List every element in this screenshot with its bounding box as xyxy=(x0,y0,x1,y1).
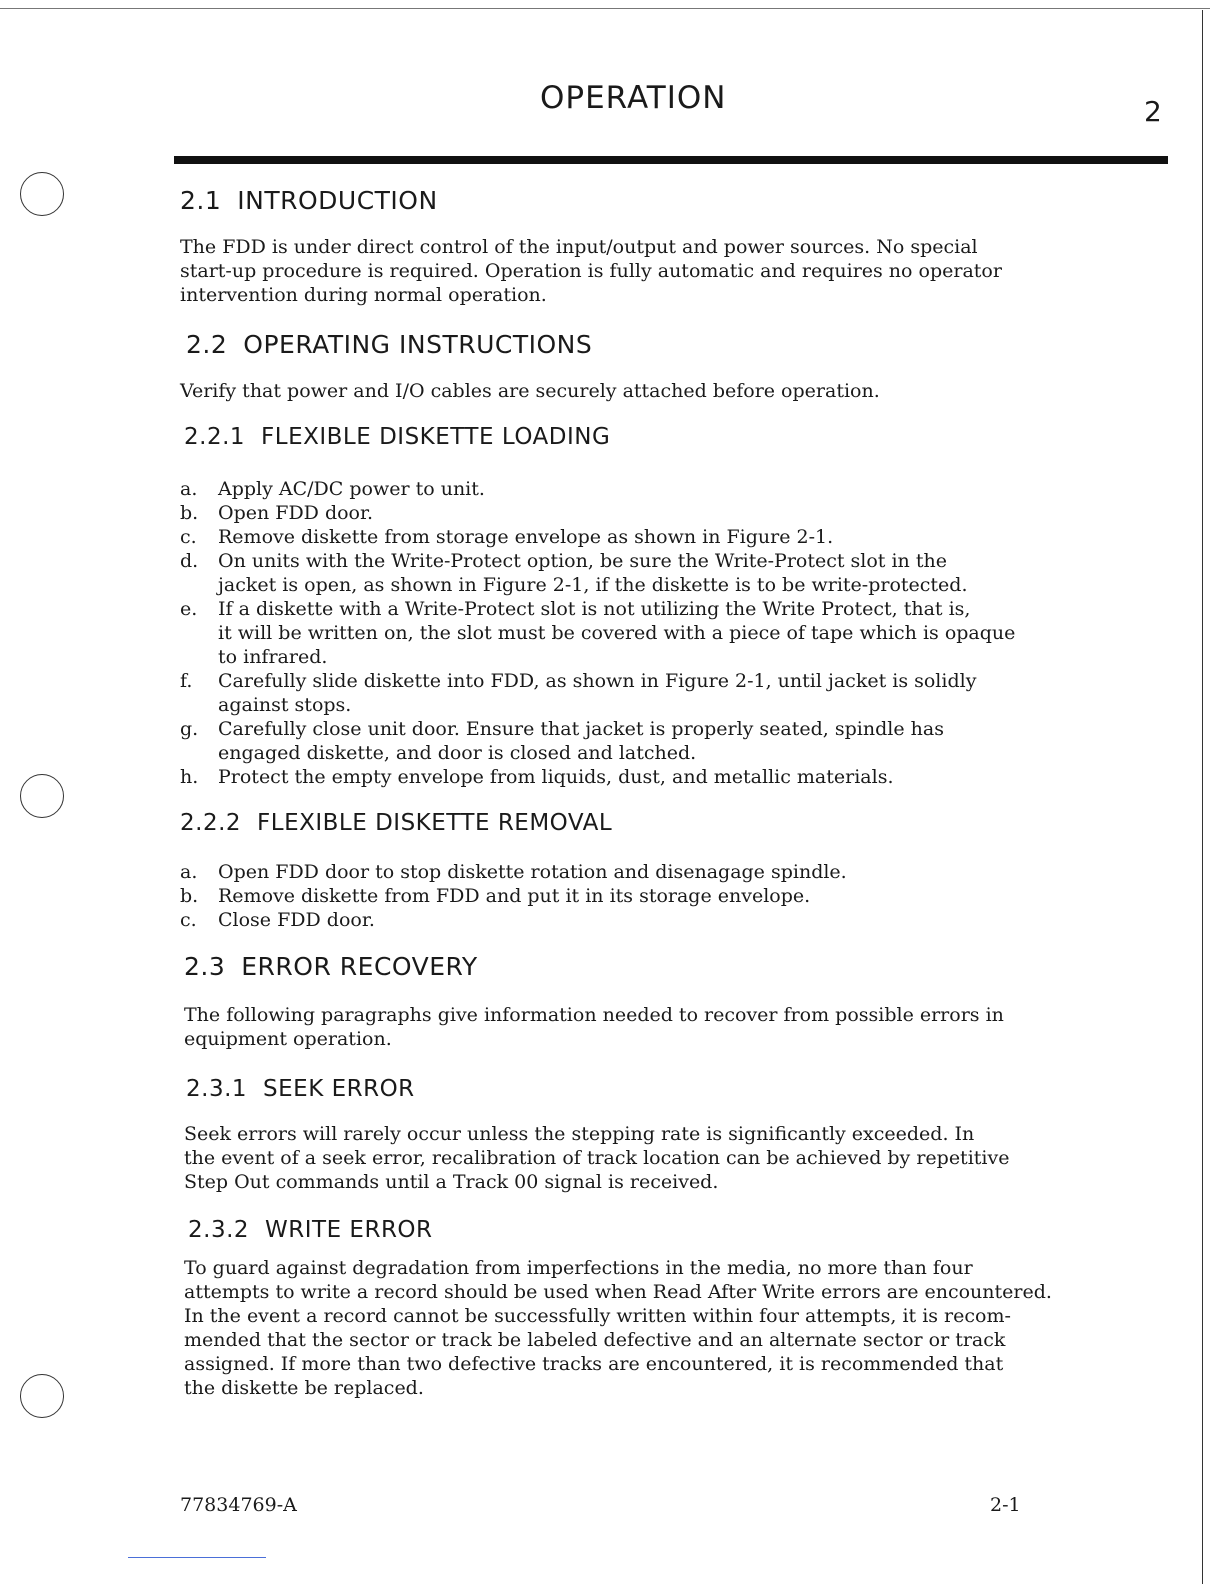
section-number: 2.1 xyxy=(180,186,222,215)
section-heading-2-2 xyxy=(186,330,592,359)
item-text: Remove diskette from storage envelope as shown in Figure 2-1. xyxy=(218,526,834,548)
write-error-paragraph: To guard against degradation from imperfections in the media, no more than four attempts to write a record should be used when Read After Write errors are encountered. In the event a record cannot be successfully written within four attempts, it is recom- mended that the sector or track be labeled defective and an alternate sector or track assigned. If more than two defective tracks are encountered, it is recommended that the diskette be replaced. xyxy=(184,1257,1052,1399)
chapter-number: 2 xyxy=(1144,95,1162,128)
list-item xyxy=(180,669,1015,717)
section-title: OPERATING INSTRUCTIONS xyxy=(243,330,593,359)
seek-error-paragraph: Seek errors will rarely occur unless the stepping rate is significantly exceeded. In the event of a seek error, recalibration of track location can be achieved by repetitive Step Out commands until a Track 00 signal is received. xyxy=(184,1123,1010,1193)
list-item xyxy=(180,501,1015,525)
item-text: If a diskette with a Write-Protect slot is not utilizing the Write Protect, that is, it will be written on, the slot must be covered with a piece of tape which is opaque to infrared. xyxy=(218,598,1016,668)
section-heading-2-3-1 xyxy=(186,1076,415,1102)
section-title: SEEK ERROR xyxy=(263,1076,415,1102)
loading-steps-list xyxy=(180,477,1015,789)
item-letter: f. xyxy=(180,670,193,692)
item-letter: a. xyxy=(180,861,198,883)
header-bar xyxy=(174,156,1168,164)
item-letter: a. xyxy=(180,478,198,500)
item-text: Apply AC/DC power to unit. xyxy=(218,478,485,500)
item-letter: d. xyxy=(180,550,199,572)
document-number: 77834769-A xyxy=(180,1494,297,1516)
list-item xyxy=(180,597,1015,669)
right-page-edge xyxy=(1202,10,1203,1584)
item-letter: g. xyxy=(180,718,199,740)
section-number: 2.2 xyxy=(186,330,228,359)
section-heading-2-2-1 xyxy=(184,424,610,450)
intro-paragraph: The FDD is under direct control of the input/output and power sources. No special start-up procedure is required. Operation is fully automatic and requires no operator intervention during normal operation. xyxy=(180,236,1002,306)
section-number: 2.2.2 xyxy=(180,810,242,836)
item-letter: b. xyxy=(180,502,199,524)
item-text: Close FDD door. xyxy=(218,909,375,931)
item-letter: e. xyxy=(180,598,198,620)
section-heading-2-2-2 xyxy=(180,810,612,836)
section-number: 2.3.2 xyxy=(188,1217,250,1243)
item-letter: h. xyxy=(180,766,199,788)
item-text: Open FDD door to stop diskette rotation and disenagage spindle. xyxy=(218,861,847,883)
removal-steps-list xyxy=(180,860,847,932)
section-heading-2-3 xyxy=(184,952,478,981)
section-title: INTRODUCTION xyxy=(237,186,438,215)
binder-hole-top xyxy=(20,172,64,216)
error-recovery-paragraph: The following paragraphs give information needed to recover from possible errors in equipment operation. xyxy=(184,1004,1004,1050)
section-number: 2.3 xyxy=(184,952,226,981)
item-text: Carefully slide diskette into FDD, as shown in Figure 2-1, until jacket is solidly against stops. xyxy=(218,670,977,716)
list-item xyxy=(180,908,847,932)
section-heading-2-3-2 xyxy=(188,1217,433,1243)
list-item xyxy=(180,765,1015,789)
page-title: OPERATION xyxy=(540,80,727,116)
section-number: 2.3.1 xyxy=(186,1076,248,1102)
item-letter: c. xyxy=(180,526,197,548)
item-text: Carefully close unit door. Ensure that jacket is properly seated, spindle has engaged diskette, and door is closed and latched. xyxy=(218,718,944,764)
list-item xyxy=(180,525,1015,549)
item-text: Remove diskette from FDD and put it in its storage envelope. xyxy=(218,885,811,907)
list-item xyxy=(180,717,1015,765)
list-item xyxy=(180,860,847,884)
binder-hole-middle xyxy=(20,774,64,818)
list-item xyxy=(180,477,1015,501)
binder-hole-bottom xyxy=(20,1374,64,1418)
bottom-scan-mark xyxy=(128,1557,266,1558)
item-text: Open FDD door. xyxy=(218,502,374,524)
operating-instructions-paragraph: Verify that power and I/O cables are securely attached before operation. xyxy=(180,380,880,402)
top-scan-rule xyxy=(0,8,1210,9)
section-title: FLEXIBLE DISKETTE REMOVAL xyxy=(257,810,613,836)
item-letter: b. xyxy=(180,885,199,907)
section-number: 2.2.1 xyxy=(184,424,246,450)
list-item xyxy=(180,884,847,908)
item-text: On units with the Write-Protect option, be sure the Write-Protect slot in the jacket is open, as shown in Figure 2-1, if the diskette is to be write-protected. xyxy=(218,550,968,596)
page-number: 2-1 xyxy=(990,1494,1021,1516)
section-title: WRITE ERROR xyxy=(265,1217,433,1243)
list-item xyxy=(180,549,1015,597)
section-title: ERROR RECOVERY xyxy=(241,952,478,981)
item-letter: c. xyxy=(180,909,197,931)
item-text: Protect the empty envelope from liquids, dust, and metallic materials. xyxy=(218,766,894,788)
section-heading-2-1 xyxy=(180,186,438,215)
section-title: FLEXIBLE DISKETTE LOADING xyxy=(261,424,611,450)
